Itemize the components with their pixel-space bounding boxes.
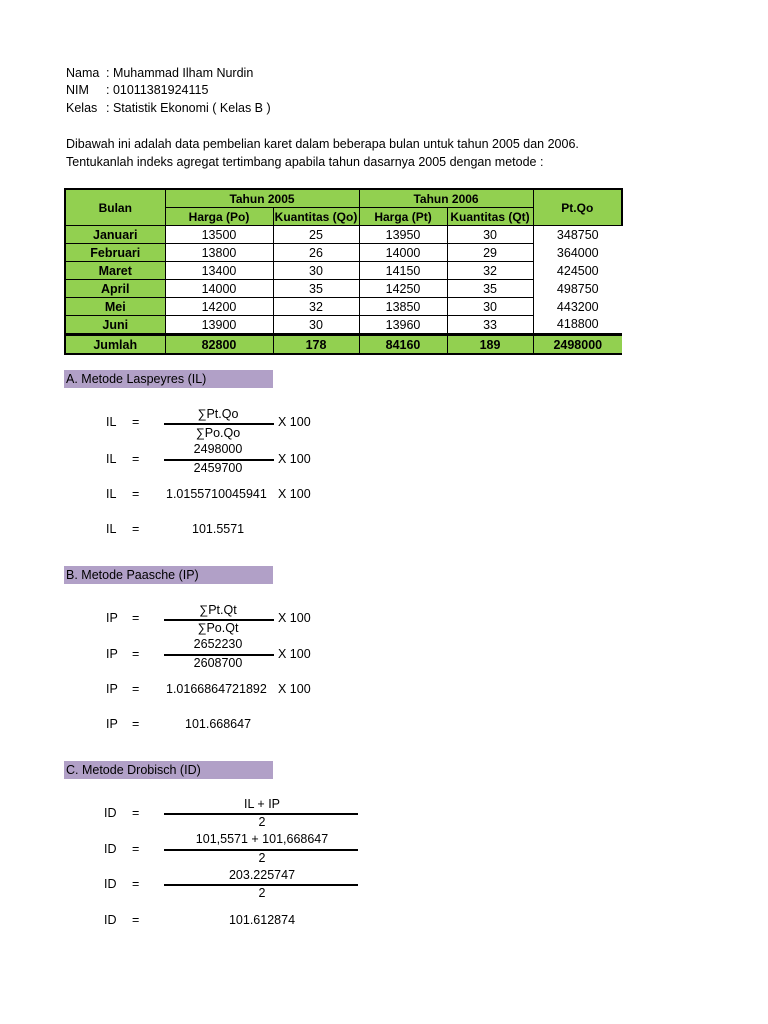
cell-qo: 32 — [273, 298, 359, 316]
il-equals: = — [132, 487, 140, 501]
header-tahun-2005: Tahun 2005 — [165, 189, 359, 208]
header-kuantitas-qo: Kuantitas (Qo) — [274, 209, 358, 224]
header-tahun-2006: Tahun 2006 — [359, 189, 533, 208]
ip-equals: = — [132, 717, 140, 731]
intro-line-2: Tentukanlah indeks agregat tertimbang apabila tahun dasarnya 2005 dengan metode : — [66, 155, 544, 169]
cell-month: Januari — [65, 226, 165, 244]
cell-qo: 30 — [273, 316, 359, 335]
cell-month: Juni — [65, 316, 165, 335]
id-denominator-formula: 2 — [258, 815, 266, 829]
ip-numerator-value: 2652230 — [193, 637, 243, 651]
il-times-100: X 100 — [278, 487, 311, 501]
ip-numerator-formula: ∑Pt.Qt — [199, 603, 237, 617]
header-harga-po: Harga (Po) — [165, 208, 273, 226]
header-bulan: Bulan — [65, 189, 165, 226]
header-kuantitas-qt: Kuantitas (Qt) — [447, 208, 533, 226]
cell-qo: 30 — [273, 262, 359, 280]
cell-qt: 30 — [447, 226, 533, 244]
ip-times-100: X 100 — [278, 611, 311, 625]
total-po: 82800 — [165, 335, 273, 355]
cell-qt: 33 — [447, 316, 533, 335]
cell-qt: 30 — [447, 298, 533, 316]
id-symbol: ID — [104, 913, 117, 927]
nim-label: NIM — [66, 83, 89, 97]
il-equals: = — [132, 415, 140, 429]
laspeyres-header: A. Metode Laspeyres (IL) — [64, 370, 273, 388]
cell-pt: 13950 — [359, 226, 447, 244]
cell-pt: 14150 — [359, 262, 447, 280]
cell-ptqo: 418800 — [533, 316, 622, 335]
header-ptqo: Pt.Qo — [533, 189, 622, 226]
id-symbol: ID — [104, 806, 117, 820]
id-numerator-formula: IL + IP — [243, 797, 281, 811]
cell-po: 13400 — [165, 262, 273, 280]
cell-ptqo: 348750 — [533, 226, 622, 244]
paasche-header: B. Metode Paasche (IP) — [64, 566, 273, 584]
ip-denominator-value: 2608700 — [193, 656, 243, 670]
ip-symbol: IP — [106, 647, 118, 661]
cell-pt: 14000 — [359, 244, 447, 262]
cell-po: 14000 — [165, 280, 273, 298]
table-row — [65, 280, 622, 298]
id-numerator-sum: 101,5571 + 101,668647 — [195, 832, 329, 846]
cell-ptqo: 364000 — [533, 244, 622, 262]
table-total-row — [65, 335, 622, 355]
cell-qo: 35 — [273, 280, 359, 298]
cell-month: Mei — [65, 298, 165, 316]
header-harga-pt: Harga (Pt) — [359, 208, 447, 226]
ip-symbol: IP — [106, 611, 118, 625]
name-value: : Muhammad Ilham Nurdin — [106, 66, 254, 80]
cell-ptqo: 443200 — [533, 298, 622, 316]
id-denominator-value: 2 — [258, 886, 266, 900]
rubber-purchase-table — [64, 188, 623, 355]
ip-symbol: IP — [106, 717, 118, 731]
cell-pt: 13960 — [359, 316, 447, 335]
il-symbol: IL — [106, 487, 117, 501]
ip-equals: = — [132, 682, 140, 696]
il-fraction-line — [164, 423, 274, 425]
ip-equals: = — [132, 647, 140, 661]
il-result: 101.5571 — [192, 522, 245, 536]
total-ptqo: 2498000 — [533, 335, 622, 355]
total-qo: 178 — [273, 335, 359, 355]
table-row — [65, 316, 622, 335]
nim-value: : 01011381924115 — [106, 83, 209, 97]
il-times-100: X 100 — [278, 452, 311, 466]
total-pt: 84160 — [359, 335, 447, 355]
ip-ratio: 1.0166864721892 — [166, 682, 267, 696]
cell-qt: 35 — [447, 280, 533, 298]
il-equals: = — [132, 522, 140, 536]
cell-month: Maret — [65, 262, 165, 280]
cell-ptqo: 424500 — [533, 262, 622, 280]
cell-pt: 13850 — [359, 298, 447, 316]
id-equals: = — [132, 877, 140, 891]
id-denominator-value: 2 — [258, 851, 266, 865]
il-numerator-formula: ∑Pt.Qo — [197, 407, 239, 421]
cell-qo: 26 — [273, 244, 359, 262]
id-equals: = — [132, 842, 140, 856]
il-symbol: IL — [106, 452, 117, 466]
ip-result: 101.668647 — [185, 717, 252, 731]
drobisch-header: C. Metode Drobisch (ID) — [64, 761, 273, 779]
total-qt: 189 — [447, 335, 533, 355]
cell-po: 14200 — [165, 298, 273, 316]
table-row — [65, 262, 622, 280]
id-symbol: ID — [104, 842, 117, 856]
id-equals: = — [132, 913, 140, 927]
cell-month: April — [65, 280, 165, 298]
cell-pt: 14250 — [359, 280, 447, 298]
intro-line-1: Dibawah ini adalah data pembelian karet dalam beberapa bulan untuk tahun 2005 dan 2006. — [66, 137, 579, 151]
table-row — [65, 244, 622, 262]
cell-qt: 29 — [447, 244, 533, 262]
il-equals: = — [132, 452, 140, 466]
table-row — [65, 298, 622, 316]
cell-po: 13500 — [165, 226, 273, 244]
ip-times-100: X 100 — [278, 647, 311, 661]
id-numerator-total: 203.225747 — [228, 868, 296, 882]
ip-denominator-formula: ∑Po.Qt — [197, 621, 239, 635]
il-symbol: IL — [106, 415, 117, 429]
ip-symbol: IP — [106, 682, 118, 696]
il-denominator-formula: ∑Po.Qo — [195, 426, 241, 440]
il-symbol: IL — [106, 522, 117, 536]
il-ratio: 1.0155710045941 — [166, 487, 267, 501]
ip-equals: = — [132, 611, 140, 625]
cell-ptqo: 498750 — [533, 280, 622, 298]
ip-times-100: X 100 — [278, 682, 311, 696]
class-value: : Statistik Ekonomi ( Kelas B ) — [106, 101, 271, 115]
il-times-100: X 100 — [278, 415, 311, 429]
cell-po: 13800 — [165, 244, 273, 262]
total-label: Jumlah — [65, 335, 165, 355]
table-row — [65, 226, 622, 244]
cell-qo: 25 — [273, 226, 359, 244]
id-symbol: ID — [104, 877, 117, 891]
cell-month: Februari — [65, 244, 165, 262]
cell-po: 13900 — [165, 316, 273, 335]
cell-qt: 32 — [447, 262, 533, 280]
id-result: 101.612874 — [228, 913, 296, 927]
il-denominator-value: 2459700 — [193, 461, 243, 475]
name-label: Nama — [66, 66, 100, 80]
il-numerator-value: 2498000 — [193, 442, 243, 456]
class-label: Kelas — [66, 101, 98, 115]
id-equals: = — [132, 806, 140, 820]
